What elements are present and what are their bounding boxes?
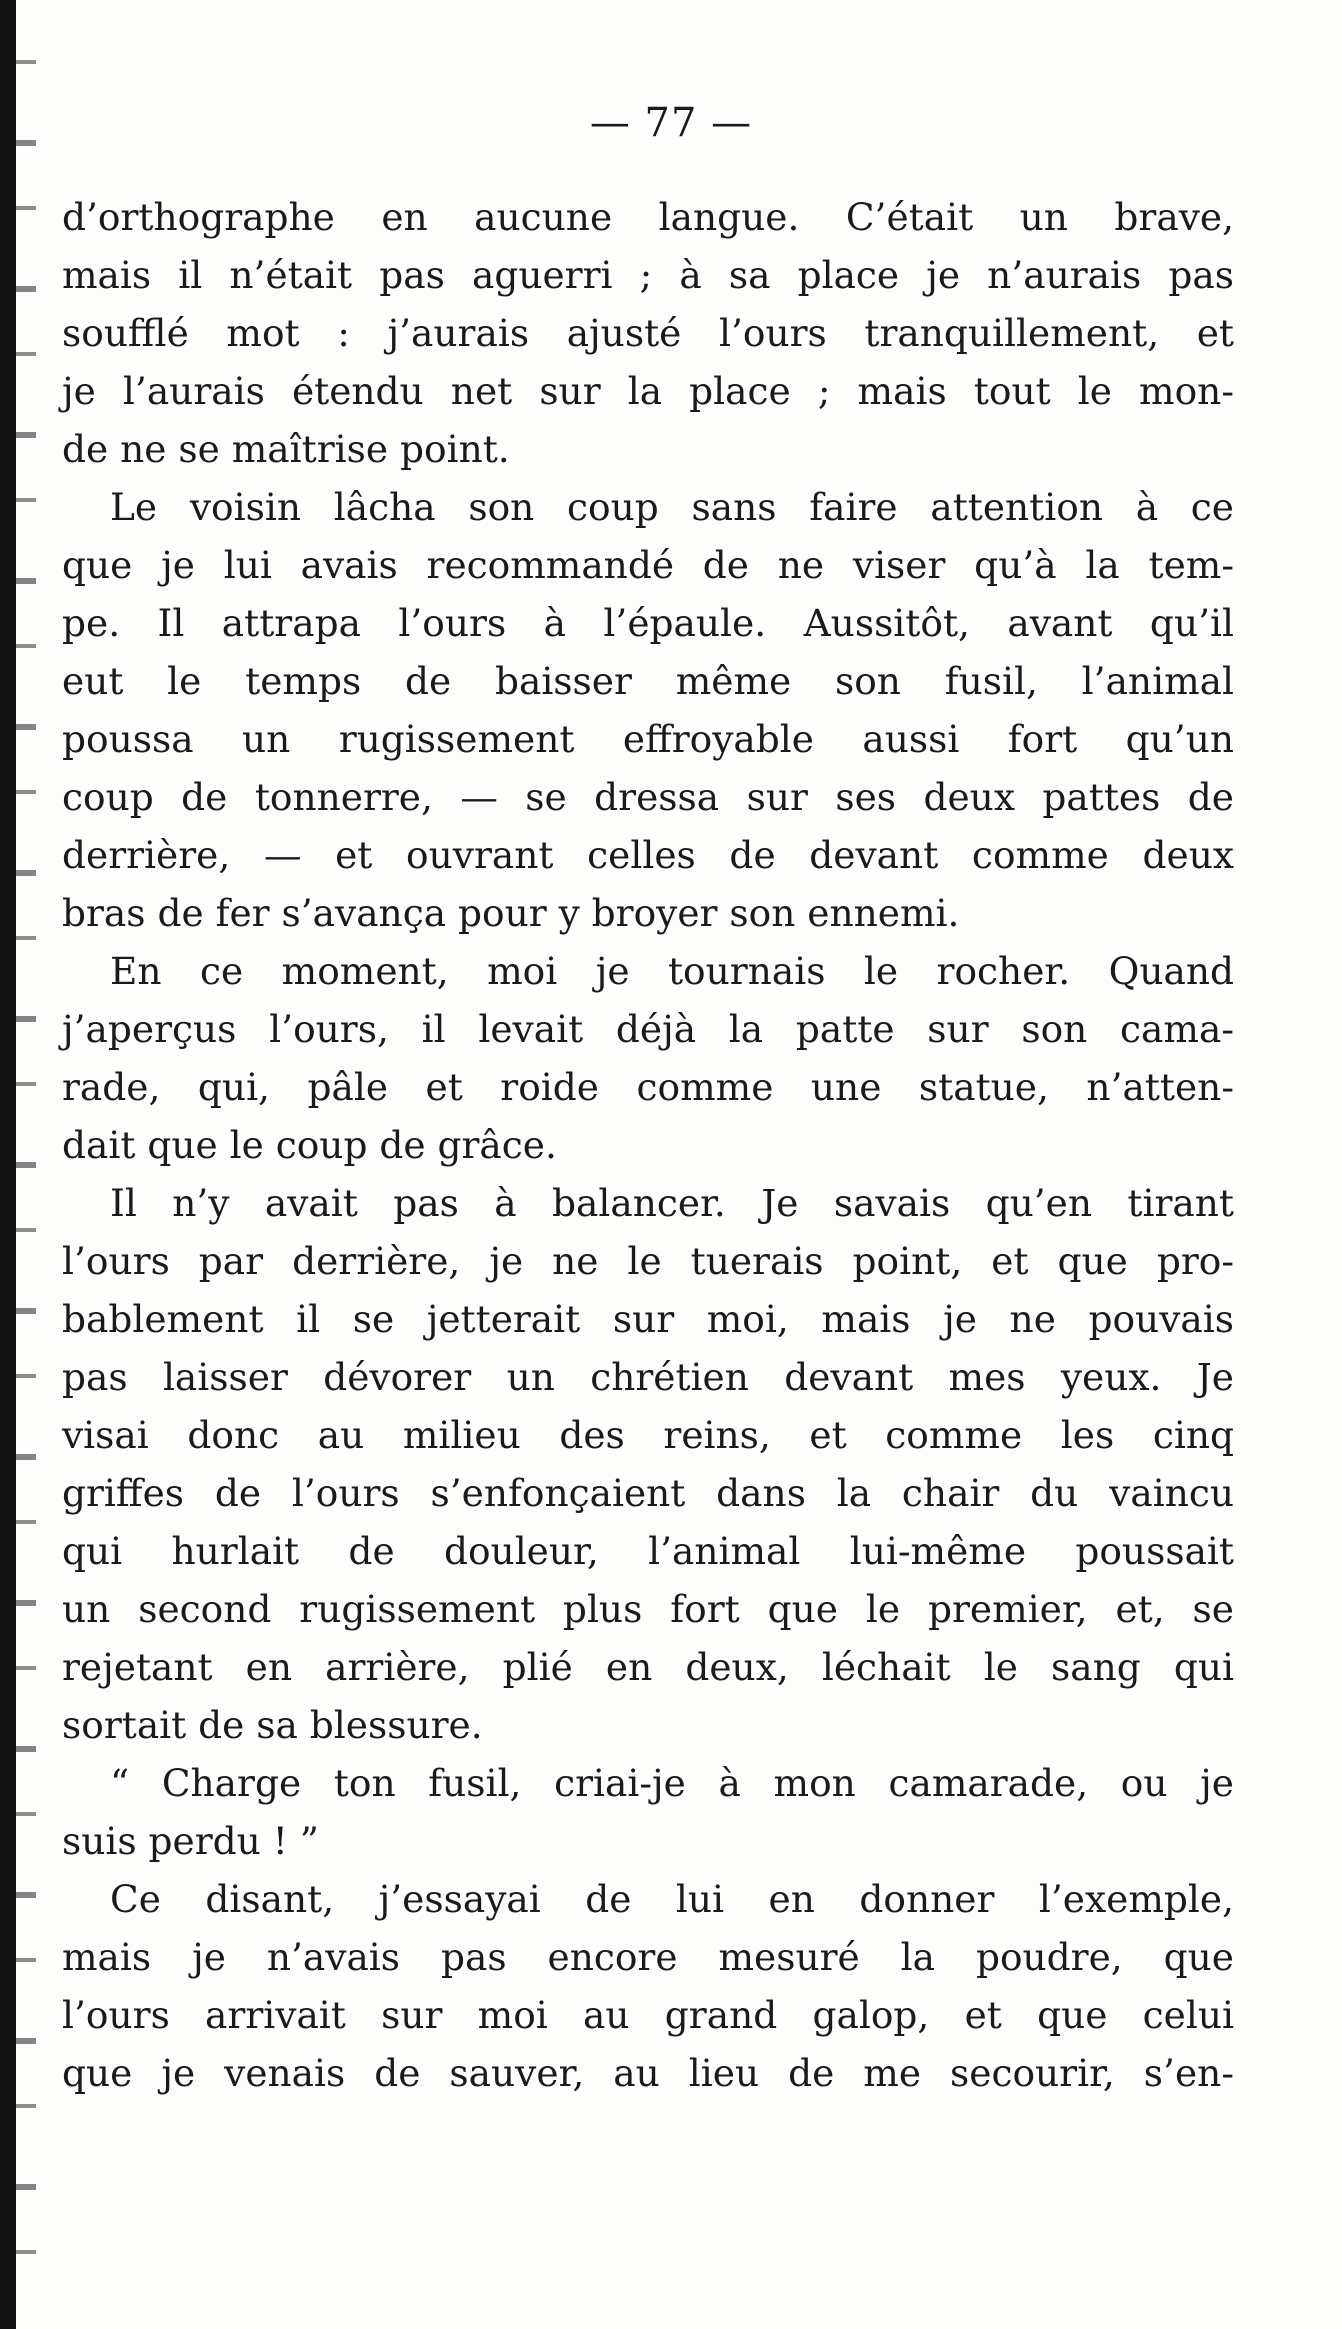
text-line: que je venais de sauver, au lieu de me secourir, s’en- xyxy=(62,2051,1234,2095)
text-line: “ Charge ton fusil, criai-je à mon camarade, ou je xyxy=(110,1761,1234,1805)
text-line: eut le temps de baisser même son fusil, l’animal xyxy=(62,659,1234,703)
text-line: l’ours par derrière, je ne le tuerais point, et que pro- xyxy=(62,1239,1234,1283)
paragraph xyxy=(62,1174,1234,1754)
text-line: un second rugissement plus fort que le premier, et, se xyxy=(62,1587,1234,1631)
text-line: de ne se maîtrise point. xyxy=(62,427,510,471)
text-line: pas laisser dévorer un chrétien devant mes yeux. Je xyxy=(62,1355,1234,1399)
text-line: bablement il se jetterait sur moi, mais je ne pouvais xyxy=(62,1297,1234,1341)
text-line: derrière, — et ouvrant celles de devant comme deux xyxy=(62,833,1234,877)
text-line: coup de tonnerre, — se dressa sur ses deux pattes de xyxy=(62,775,1234,819)
text-line: poussa un rugissement effroyable aussi fort qu’un xyxy=(62,717,1234,761)
paragraph xyxy=(62,1754,1234,1870)
paragraph xyxy=(62,478,1234,942)
text-line: mais je n’avais pas encore mesuré la poudre, que xyxy=(62,1935,1234,1979)
paragraph xyxy=(62,942,1234,1174)
text-line: Le voisin lâcha son coup sans faire attention à ce xyxy=(110,485,1234,529)
paragraph xyxy=(62,188,1234,478)
paragraph xyxy=(62,1870,1234,2102)
text-line: mais il n’était pas aguerri ; à sa place je n’aurais pas xyxy=(62,253,1234,297)
text-line: griffes de l’ours s’enfonçaient dans la chair du vaincu xyxy=(62,1471,1234,1515)
text-line: je l’aurais étendu net sur la place ; mais tout le mon- xyxy=(62,369,1234,413)
text-line: l’ours arrivait sur moi au grand galop, et que celui xyxy=(62,1993,1234,2037)
page-number: — 77 — xyxy=(589,100,753,146)
text-line: soufflé mot : j’aurais ajusté l’ours tranquillement, et xyxy=(62,311,1234,355)
text-line: suis perdu ! ” xyxy=(62,1819,319,1863)
text-line: En ce moment, moi je tournais le rocher. Quand xyxy=(110,949,1234,993)
text-line: sortait de sa blessure. xyxy=(62,1703,483,1747)
text-line: rade, qui, pâle et roide comme une statue, n’atten- xyxy=(62,1065,1234,1109)
text-line: j’aperçus l’ours, il levait déjà la patte sur son cama- xyxy=(62,1007,1234,1051)
binding-edge xyxy=(0,0,16,2329)
text-line: bras de fer s’avança pour y broyer son ennemi. xyxy=(62,891,960,935)
text-line: rejetant en arrière, plié en deux, léchait le sang qui xyxy=(62,1645,1234,1689)
text-line: que je lui avais recommandé de ne viser qu’à la tem- xyxy=(62,543,1234,587)
text-line: d’orthographe en aucune langue. C’était un brave, xyxy=(62,195,1234,239)
text-line: dait que le coup de grâce. xyxy=(62,1123,557,1167)
body-text xyxy=(62,188,1234,2102)
text-line: Il n’y avait pas à balancer. Je savais qu’en tirant xyxy=(110,1181,1234,1225)
text-line: pe. Il attrapa l’ours à l’épaule. Aussitôt, avant qu’il xyxy=(62,601,1234,645)
text-line: Ce disant, j’essayai de lui en donner l’exemple, xyxy=(110,1877,1234,1921)
text-line: visai donc au milieu des reins, et comme les cinq xyxy=(62,1413,1234,1457)
binding-shadow xyxy=(16,0,36,2329)
text-line: qui hurlait de douleur, l’animal lui-même poussait xyxy=(62,1529,1234,1573)
